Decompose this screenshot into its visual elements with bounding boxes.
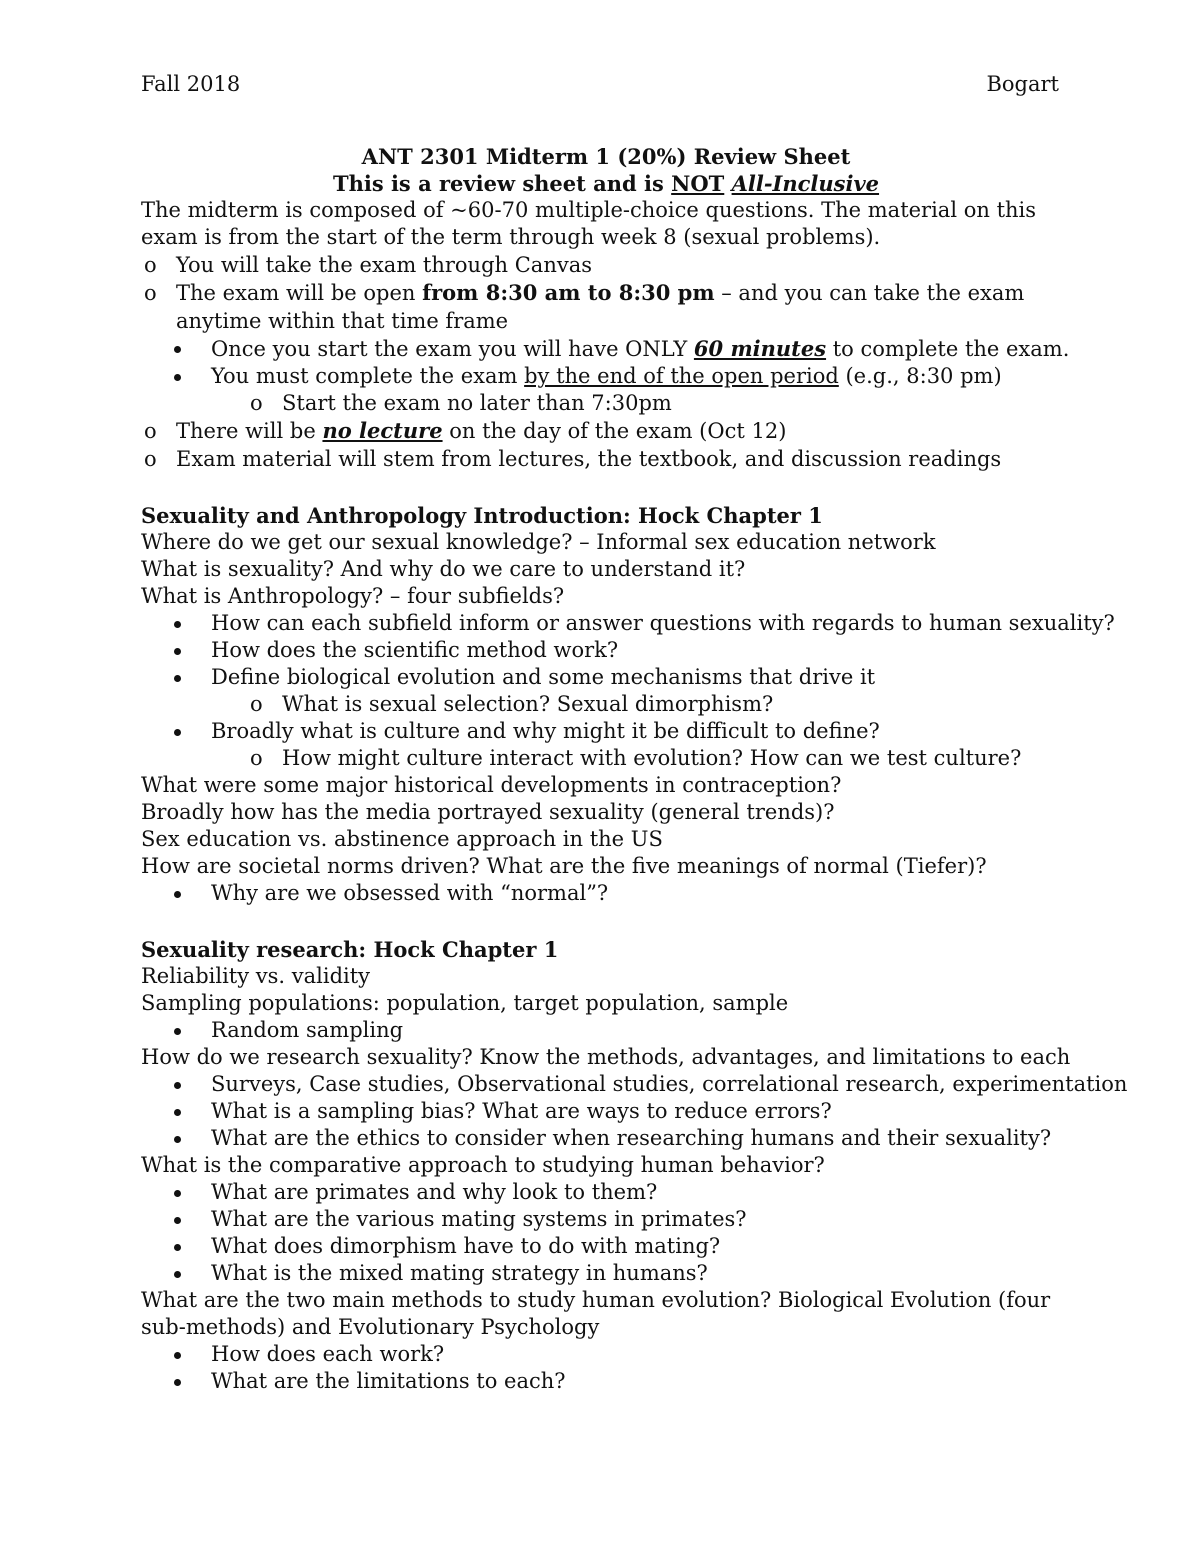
header-instructor: Bogart [986,72,1059,96]
subtitle-space [724,171,731,196]
minutes-post: to complete the exam. [826,337,1070,361]
doc-subtitle [141,170,1071,197]
intro-item-canvas: o You will take the exam through Canvas [141,251,1071,279]
section2-line: Sampling populations: population, target population, sample [141,991,789,1015]
section2-bullet: What are the various mating systems in primates? [141,1206,1071,1233]
section2-bullet: How does each work? [141,1341,1071,1368]
section1-line: What is sexuality? And why do we care to understand it? [141,557,746,581]
section2-line: Reliability vs. validity [141,964,371,988]
intro-subitem-start: o Start the exam no later than 7:30pm [141,390,1071,417]
intro-paragraph: The midterm is composed of ~60-70 multiple-choice questions. The material on this exam is from the start of the term through week 8 (sexual problems). [141,198,1037,249]
end-period-post: (e.g., 8:30 pm) [838,364,1002,388]
header-term: Fall 2018 [141,72,241,96]
section1-line: Where do we get our sexual knowledge? – Informal sex education network [141,530,936,554]
no-lecture-emph: no lecture [322,418,443,443]
end-period-underlined: by the end of the open period [524,364,839,388]
section2-bullet: What are the ethics to consider when researching humans and their sexuality? [141,1125,1071,1152]
section1-line: What is Anthropology? – four subfields? [141,584,565,608]
section1-bullet: Why are we obsessed with “normal”? [141,880,1071,907]
section1-heading: Sexuality and Anthropology Introduction: Hock Chapter 1 [141,503,823,528]
minutes-pre: Once you start the exam you will have ONLY [211,337,694,361]
section2-bullet: What are primates and why look to them? [141,1179,1071,1206]
subtitle-text: This is a review sheet and is [332,171,672,196]
section1-subitem: o How might culture interact with evolution? How can we test culture? [141,745,1071,772]
section2-line: What are the two main methods to study human evolution? Biological Evolution (four sub-methods) and Evolutionary Psychology [141,1288,1051,1339]
subtitle-all-inclusive: All-Inclusive [731,171,880,196]
open-window-post: – and you can take the exam anytime within that time frame [176,281,1025,333]
no-lecture-post: on the day of the exam (Oct 12) [442,419,787,443]
end-period-pre: You must complete the exam [211,364,525,388]
intro-item-no-lecture [141,417,1071,445]
section2-bullet: What is a sampling bias? What are ways to reduce errors? [141,1098,1071,1125]
section1-bullet: How can each subfield inform or answer questions with regards to human sexuality? [141,610,1071,637]
minutes-emph: 60 minutes [693,336,827,361]
section1-bullet: Broadly what is culture and why might it be difficult to define? [141,718,1071,745]
section1-line: Sex education vs. abstinence approach in the US [141,827,663,851]
no-lecture-pre: There will be [176,419,323,443]
doc-title: ANT 2301 Midterm 1 (20%) Review Sheet [361,144,851,169]
section1-subitem: o What is sexual selection? Sexual dimorphism? [141,691,1071,718]
section1-bullet: How does the scientific method work? [141,637,1071,664]
section2-heading: Sexuality research: Hock Chapter 1 [141,937,559,962]
section1-line: How are societal norms driven? What are the five meanings of normal (Tiefer)? [141,854,987,878]
section2-bullet: What does dimorphism have to do with mating? [141,1233,1071,1260]
spacer [141,473,1071,502]
section2-bullet: What is the mixed mating strategy in humans? [141,1260,1071,1287]
section1-line: What were some major historical developments in contraception? [141,773,842,797]
intro-item-material: o Exam material will stem from lectures, the textbook, and discussion readings [141,445,1071,473]
section2-bullet: What are the limitations to each? [141,1368,1071,1395]
open-window-pre: The exam will be open [176,281,423,305]
intro-bullet-60-minutes [141,335,1071,363]
section2-bullet: Random sampling [141,1017,1071,1044]
spacer [141,907,1071,936]
page-header [141,72,1059,96]
intro-bullet-end-period [141,363,1071,390]
open-window-times: from 8:30 am to 8:30 pm [422,280,715,305]
section1-bullet: Define biological evolution and some mechanisms that drive it [141,664,1071,691]
document-body [141,143,1128,1395]
intro-item-open-window [141,279,1071,335]
section2-bullet: Surveys, Case studies, Observational studies, correlational research, experimentation [141,1071,1071,1098]
subtitle-not: NOT [671,171,725,196]
section2-line: How do we research sexuality? Know the methods, advantages, and limitations to each [141,1045,1071,1069]
section2-line: What is the comparative approach to studying human behavior? [141,1153,825,1177]
section1-line: Broadly how has the media portrayed sexuality (general trends)? [141,800,835,824]
